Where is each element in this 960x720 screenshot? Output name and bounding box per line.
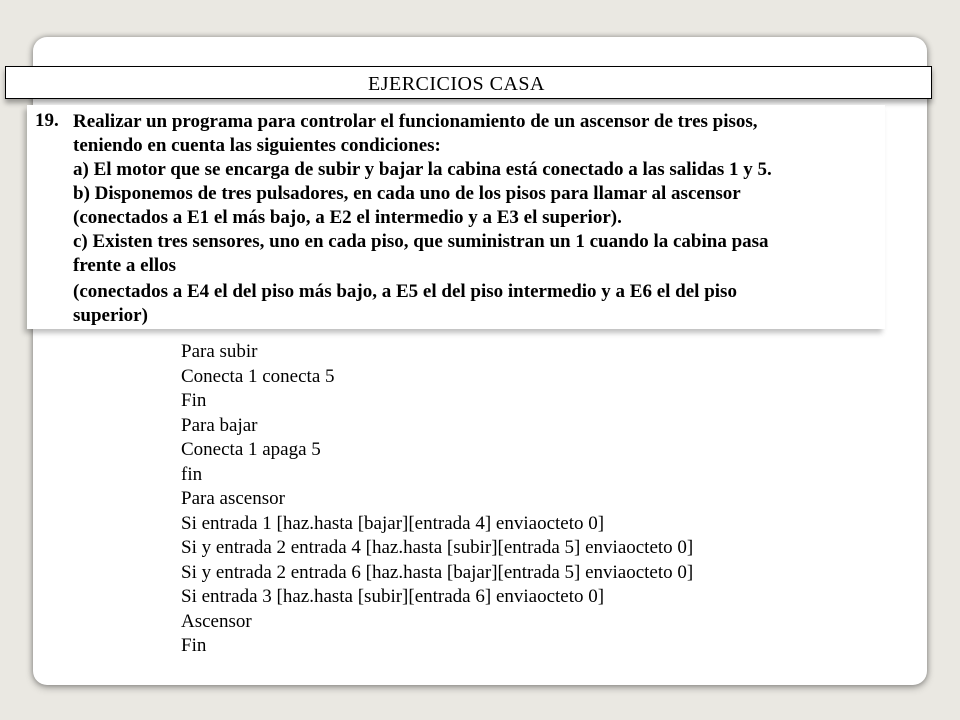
code-line: Si entrada 3 [haz.hasta [subir][entrada 6] enviaocteto 0] <box>181 586 605 607</box>
code-line: Si y entrada 2 entrada 6 [haz.hasta [bajar][entrada 5] enviaocteto 0] <box>181 561 694 583</box>
exercise-line: (conectados a E4 el del piso más bajo, a E5 el del piso intermedio y a E6 el del piso <box>73 281 737 302</box>
page-title: EJERCICIOS CASA <box>368 73 545 95</box>
exercise-number: 19. <box>35 110 59 131</box>
code-line: Para subir <box>181 341 258 362</box>
exercise-line: a) El motor que se encarga de subir y bajar la cabina está conectado a las salidas 1 y 5. <box>73 159 772 180</box>
code-line: Si y entrada 2 entrada 4 [haz.hasta [subir][entrada 5] enviaocteto 0] <box>181 537 694 558</box>
exercise-line: Realizar un programa para controlar el funcionamiento de un ascensor de tres pisos, <box>73 111 758 132</box>
code-line: Fin <box>181 635 207 656</box>
code-line: Conecta 1 conecta 5 <box>181 365 335 387</box>
code-line: Si entrada 1 [haz.hasta [bajar][entrada 4] enviaocteto 0] <box>181 512 605 534</box>
code-line: Para ascensor <box>181 488 285 509</box>
code-line: Conecta 1 apaga 5 <box>181 439 321 460</box>
exercise-line: (conectados a E1 el más bajo, a E2 el intermedio y a E3 el superior). <box>73 207 622 228</box>
code-block <box>181 340 693 659</box>
exercise-line: b) Disponemos de tres pulsadores, en cada uno de los pisos para llamar al ascensor <box>73 183 741 204</box>
exercise-line: teniendo en cuenta las siguientes condiciones: <box>73 135 441 156</box>
code-line: Ascensor <box>181 610 252 632</box>
exercise-box <box>27 105 885 329</box>
exercise-line: c) Existen tres sensores, uno en cada piso, que suministran un 1 cuando la cabina pasa <box>73 231 769 252</box>
exercise-line: superior) <box>73 305 148 326</box>
code-line: Fin <box>181 390 207 411</box>
exercise-line: frente a ellos <box>73 255 177 276</box>
code-line: Para bajar <box>181 414 258 436</box>
title-bar <box>5 66 932 99</box>
code-line: fin <box>181 463 203 485</box>
